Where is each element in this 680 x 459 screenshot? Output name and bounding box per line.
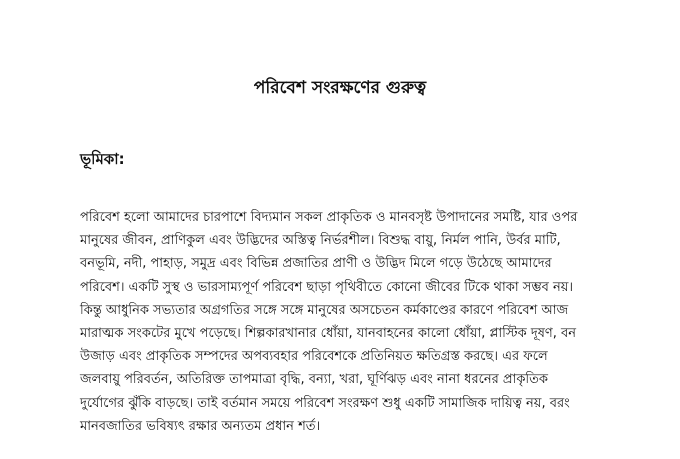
- paragraph-line: পরিবেশ হলো আমাদের চারপাশে বিদ্যমান সকল প্রাকৃতিক ও মানবসৃষ্ট উপাদানের সমষ্টি, যার ওপর: [80, 210, 578, 225]
- paragraph-line: জলবায়ু পরিবর্তন, অতিরিক্ত তাপমাত্রা বৃদ্ধি, বন্যা, খরা, ঘূর্ণিঝড় এবং নানা ধরনের প্রাকৃতিক: [80, 372, 548, 388]
- paragraph-line: মানবজাতির ভবিষ্যৎ রক্ষার অন্যতম প্রধান শর্ত।: [80, 418, 321, 434]
- paragraph-line: মানুষের জীবন, প্রাণিকুল এবং উদ্ভিদের অস্তিত্ব নির্ভরশীল। বিশুদ্ধ বায়ু, নির্মল পানি, উর্বর মাটি,: [80, 233, 561, 249]
- paragraph-line: কিন্তু আধুনিক সভ্যতার অগ্রগতির সঙ্গে সঙ্গে মানুষের অসচেতন কর্মকাণ্ডের কারণে পরিবেশ আজ: [80, 302, 569, 318]
- paragraph-line: মারাত্মক সংকটের মুখে পড়েছে। শিল্পকারখানার ধোঁয়া, যানবাহনের কালো ধোঁয়া, প্লাস্টিক দূষণ, বন: [80, 326, 577, 342]
- introduction-paragraph: [80, 206, 608, 438]
- paragraph-line: উজাড় এবং প্রাকৃতিক সম্পদের অপব্যবহার পরিবেশকে প্রতিনিয়ত ক্ষতিগ্রস্ত করছে। এর ফলে: [80, 349, 548, 365]
- document-title: পরিবেশ সংরক্ষণের গুরুত্ব: [253, 78, 427, 98]
- paragraph-line: পরিবেশ। একটি সুস্থ ও ভারসাম্যপূর্ণ পরিবেশ ছাড়া পৃথিবীতে কোনো জীবের টিকে থাকা সম্ভব নয়।: [80, 279, 574, 295]
- section-heading-introduction: ভূমিকা:: [80, 150, 125, 168]
- paragraph-line: বনভূমি, নদী, পাহাড়, সমুদ্র এবং বিভিন্ন প্রজাতির প্রাণী ও উদ্ভিদ মিলে গড়ে উঠেছে আমাদের: [80, 256, 552, 272]
- paragraph-line: দুর্যোগের ঝুঁকি বাড়ছে। তাই বর্তমান সময়ে পরিবেশ সংরক্ষণ শুধু একটি সামাজিক দায়িত্ব নয়, বরং: [80, 395, 570, 411]
